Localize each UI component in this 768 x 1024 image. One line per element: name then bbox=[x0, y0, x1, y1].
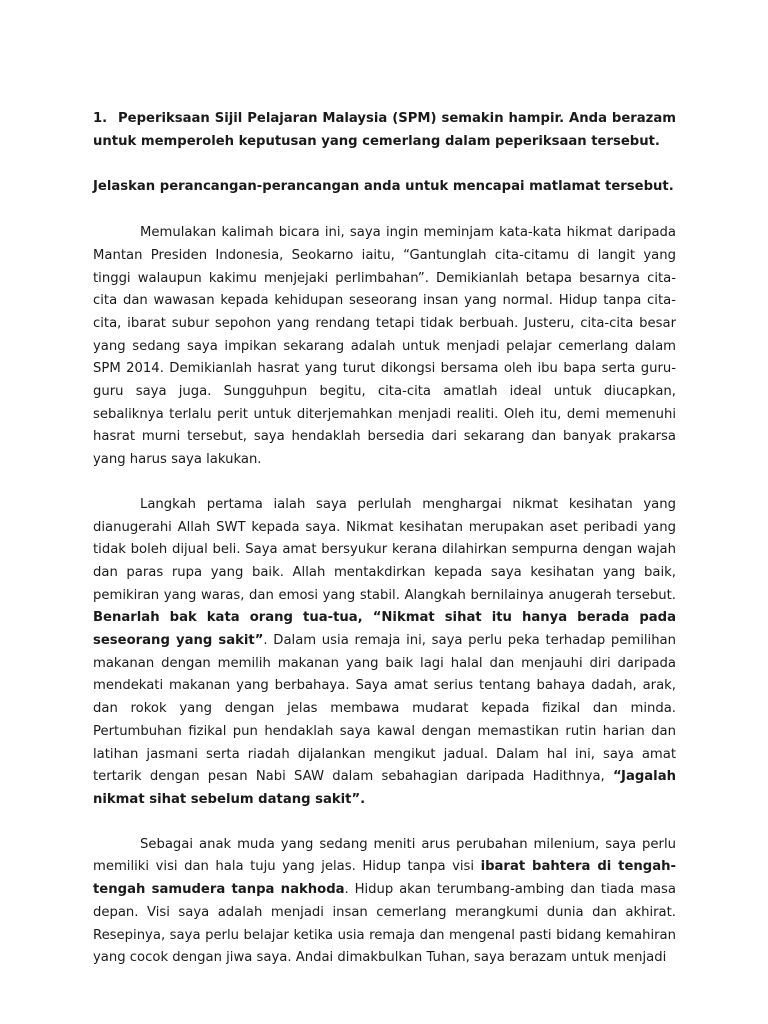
document-page bbox=[93, 108, 676, 992]
question-number: 1. bbox=[93, 111, 108, 126]
paragraph-health bbox=[93, 494, 676, 812]
paragraph-text: . Dalam usia remaja ini, saya perlu peka terhadap pemilihan makanan dengan memilih makanan yang baik lagi halal dan menjauhi diri daripada mendekati makanan yang berbahaya. Saya amat serius tentang bahaya dadah, arak, dan rokok yang dengan jelas membawa mudarat kepada fizikal dan minda. Pertumbuhan fizikal pun hendaklah saya kawal dengan memastikan rutin harian dan latihan jasmani serta riadah dijalankan mengikut jadual. Dalam hal ini, saya amat tertarik dengan pesan Nabi SAW dalam sebahagian daripada Hadithnya, bbox=[93, 633, 677, 785]
essay-question bbox=[93, 108, 676, 153]
paragraph-text: . Hidup akan terumbang-ambing dan tiada masa depan. Visi saya adalah menjadi insan cemerlang merangkumi dunia dan akhirat. Resepinya, saya perlu belajar ketika usia remaja dan mengenal pasti bidang kemahiran yang cocok dengan jiwa saya. Andai dimakbulkan Tuhan, saya berazam untuk menjadi bbox=[93, 882, 676, 966]
bold-hadith-quote: “Jagalah nikmat sihat sebelum datang sakit”. bbox=[93, 769, 676, 807]
paragraph-introduction: Memulakan kalimah bicara ini, saya ingin meminjam kata-kata hikmat daripada Mantan Presiden Indonesia, Seokarno iaitu, “Gantunglah cita-citamu di langit yang tinggi walaupun kakimu menjejaki perlimbahan”. Demikianlah betapa besarnya cita-cita dan wawasan kepada kehidupan seseorang insan yang normal. Hidup tanpa cita-cita, ibarat subur sepohon yang rendang tetapi tidak berbuah. Justeru, cita-cita besar yang sedang saya impikan sekarang adalah untuk menjadi pelajar cemerlang dalam SPM 2014. Demikianlah hasrat yang turut dikongsi bersama oleh ibu bapa serta guru-guru saya juga. Sungguhpun begitu, cita-cita amatlah ideal untuk diucapkan, sebaliknya terlalu perit untuk diterjemahkan menjadi realiti. Oleh itu, demi memenuhi hasrat murni tersebut, saya hendaklah bersedia dari sekarang dan banyak prakarsa yang harus saya lakukan. bbox=[93, 225, 676, 468]
bold-simile: ibarat bahtera di tengah-tengah samudera tanpa nakhoda bbox=[93, 859, 677, 898]
paragraph-vision bbox=[93, 834, 676, 970]
paragraph-text: Langkah pertama ialah saya perlulah menghargai nikmat kesihatan yang dianugerahi Allah SWT kepada saya. Nikmat kesihatan merupakan aset peribadi yang tidak boleh dijual beli. Saya amat bersyukur kerana dilahirkan sempurna dengan wajah dan paras rupa yang baik. Allah mentakdirkan kepada saya kesihatan yang baik, pemikiran yang waras, dan emosi yang stabil. Alangkah bernilainya anugerah tersebut. bbox=[93, 496, 676, 603]
paragraph-text: Sebagai anak muda yang sedang meniti arus perubahan milenium, saya perlu memiliki visi dan hala tuju yang jelas. Hidup tanpa visi bbox=[93, 836, 676, 875]
task-instruction: Jelaskan perancangan-perancangan anda untuk mencapai matlamat tersebut. bbox=[93, 179, 674, 195]
bold-proverb: Benarlah bak kata orang tua-tua, “Nikmat sihat itu hanya berada pada seseorang yang sakit” bbox=[93, 610, 676, 649]
question-text: Peperiksaan Sijil Pelajaran Malaysia (SPM) semakin hampir. Anda berazam untuk memperoleh keputusan yang cemerlang dalam peperiksaan tersebut. bbox=[93, 111, 676, 149]
